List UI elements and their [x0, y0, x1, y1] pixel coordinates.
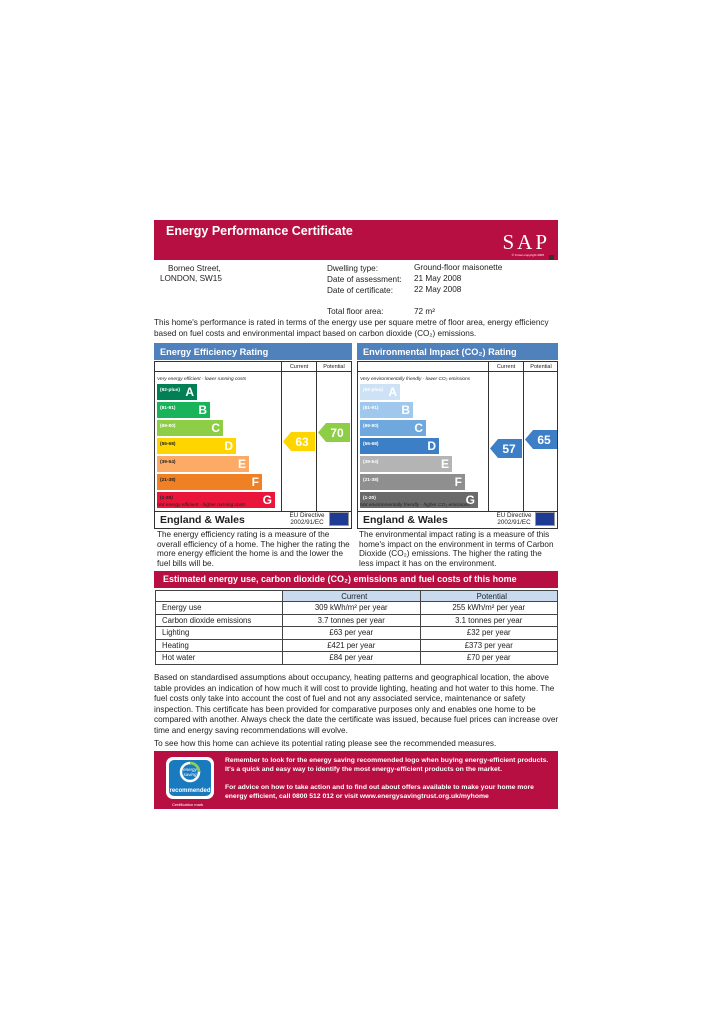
energy-band-range: (92-plus) — [160, 388, 180, 393]
env-current-arrow — [490, 439, 522, 458]
energy-top-note: Very energy efficient - lower running costs — [157, 377, 247, 382]
address-line-2: LONDON, SW15 — [160, 274, 222, 283]
energy-band-letter: G — [262, 493, 272, 507]
energy-band-letter: E — [237, 457, 246, 471]
env-band-range: (69-80) — [363, 424, 379, 429]
env-band-range: (81-91) — [363, 406, 379, 411]
env-band-letter: E — [440, 457, 449, 471]
env-band-e — [360, 456, 452, 472]
row-current: 3.7 tonnes per year — [283, 614, 421, 627]
energy-current-arrow — [283, 432, 315, 451]
env-band-letter: D — [427, 439, 436, 453]
costs-table — [155, 590, 558, 665]
row-potential: £32 per year — [420, 627, 558, 640]
certificate-date-value: 22 May 2008 — [414, 285, 462, 294]
energy-band-a — [157, 384, 197, 400]
sap-logo-copyright: © Crown copyright 2005 — [511, 253, 544, 257]
certificate-header — [154, 220, 558, 260]
energy-band-c — [157, 420, 223, 436]
est-paragraph-1: Remember to look for the energy saving recommended logo when buying energy-efficient products. It's a quick and easy way to identify the most energy-efficient products on the market. — [225, 757, 549, 773]
table-row — [156, 627, 558, 640]
assessment-date-label: Date of assessment: — [327, 275, 402, 284]
row-potential: £70 per year — [420, 652, 558, 665]
env-band-range: (1-20) — [363, 496, 376, 501]
energy-band-e — [157, 456, 249, 472]
table-row — [156, 639, 558, 652]
energy-potential-value: 70 — [330, 426, 344, 440]
env-current-header: Current — [496, 364, 516, 370]
eu-flag-icon — [329, 512, 349, 526]
certification-mark-label: Certification mark — [172, 802, 204, 807]
sap-logo: SAP — [502, 230, 550, 254]
sap-badge-icon — [549, 255, 554, 260]
energy-band-letter: B — [198, 403, 207, 417]
energy-potential-arrow — [318, 423, 350, 442]
costs-title: Estimated energy use, carbon dioxide (CO₂) emissions and fuel costs of this home — [154, 571, 558, 588]
env-panel-title: Environmental Impact (CO₂) Rating — [357, 343, 558, 360]
assumptions-text: Based on standardised assumptions about occupancy, heating patterns and geographical location, the above table provides an indication of how much it will cost to provide lighting, heating and hot water to this home. The fuel costs only take into account the cost of fuel and not any associated service, maintenance or safety inspection. This certificate has been provided for comparative purposes only and enables one home to be compared with another. Always check the date the certificate was issued, because fuel prices can increase over time and energy saving recommendations will evolve. — [154, 673, 559, 735]
energy-band-f — [157, 474, 262, 490]
energy-bottom-note: Not energy efficient - higher running costs — [157, 503, 246, 508]
est-paragraph-2: For advice on how to take action and to find out about offers available to make your home more energy efficient, call 0800 512 012 or visit www.energysavingtrust.org.uk/myhome — [225, 784, 534, 800]
energy-band-range: (21-38) — [160, 478, 176, 483]
table-row — [156, 614, 558, 627]
energy-band-d — [157, 438, 236, 454]
row-current: 309 kWh/m² per year — [283, 602, 421, 615]
env-potential-header: Potential — [530, 364, 552, 370]
env-band-d — [360, 438, 439, 454]
floor-area-value: 72 m² — [414, 307, 435, 316]
energy-rating-description: The energy efficiency rating is a measure of the overall efficiency of a home. The higher the rating the more energy efficient the home is and the lower the fuel bills will be. — [157, 530, 350, 568]
table-row — [156, 652, 558, 665]
energy-saving-recommended-logo — [164, 755, 216, 801]
row-current: £63 per year — [283, 627, 421, 640]
logo-word-recommended: recommended — [169, 788, 211, 794]
costs-current-header: Current — [283, 591, 421, 602]
row-label: Carbon dioxide emissions — [156, 614, 283, 627]
row-label: Lighting — [156, 627, 283, 640]
row-label: Energy use — [156, 602, 283, 615]
energy-eu-directive: EU Directive 2002/91/EC — [289, 512, 325, 526]
certificate-title: Energy Performance Certificate — [166, 224, 353, 238]
row-potential: 255 kWh/m² per year — [420, 602, 558, 615]
row-potential: £373 per year — [420, 639, 558, 652]
env-band-letter: A — [388, 385, 397, 399]
energy-band-range: (55-68) — [160, 442, 176, 447]
energy-potential-header: Potential — [323, 364, 345, 370]
env-bottom-note: Not environmentally friendly - higher CO₂ emissions — [360, 503, 470, 508]
energy-band-letter: F — [251, 475, 259, 489]
env-band-range: (39-54) — [363, 460, 379, 465]
assessment-date-value: 21 May 2008 — [414, 274, 462, 283]
row-potential: 3.1 tonnes per year — [420, 614, 558, 627]
logo-word-saving: saving — [183, 772, 197, 777]
env-band-range: (55-68) — [363, 442, 379, 447]
env-band-range: (92-plus) — [363, 388, 383, 393]
costs-potential-header: Potential — [420, 591, 558, 602]
floor-area-label: Total floor area: — [327, 307, 384, 316]
energy-band-range: (39-54) — [160, 460, 176, 465]
intro-text: This home's performance is rated in terms of the energy use per square metre of floor area, energy efficiency based on fuel costs and environmental impact based on carbon dioxide (CO₂) emissions. — [154, 318, 549, 338]
energy-current-value: 63 — [295, 435, 309, 449]
energy-band-range: (69-80) — [160, 424, 176, 429]
energy-saving-box — [154, 751, 558, 809]
energy-band-letter: A — [185, 385, 194, 399]
env-band-range: (21-38) — [363, 478, 379, 483]
row-current: £421 per year — [283, 639, 421, 652]
certificate-date-label: Date of certificate: — [327, 286, 393, 295]
env-rating-panel — [357, 361, 558, 529]
env-potential-arrow — [525, 430, 557, 449]
env-band-b — [360, 402, 413, 418]
energy-band-range: (81-91) — [160, 406, 176, 411]
energy-band-letter: D — [224, 439, 233, 453]
energy-rating-panel — [154, 361, 352, 529]
dwelling-type-value: Ground-floor maisonette — [414, 263, 503, 272]
env-rating-description: The environmental impact rating is a measure of this home's impact on the environment in terms of Carbon Dioxide (CO₂) emissions. The higher the rating the less impact it has on the environment. — [359, 530, 554, 568]
env-band-a — [360, 384, 400, 400]
energy-band-b — [157, 402, 210, 418]
energy-panel-title: Energy Efficiency Rating — [154, 343, 352, 360]
env-country-label: England & Wales — [363, 514, 448, 526]
logo-word-energy: energy — [183, 767, 197, 772]
row-label: Heating — [156, 639, 283, 652]
row-current: £84 per year — [283, 652, 421, 665]
energy-band-range: (1-20) — [160, 496, 173, 501]
env-eu-directive: EU Directive 2002/91/EC — [496, 512, 532, 526]
eu-flag-icon — [535, 512, 555, 526]
row-label: Hot water — [156, 652, 283, 665]
energy-current-header: Current — [289, 364, 309, 370]
env-current-value: 57 — [502, 442, 516, 456]
env-band-f — [360, 474, 465, 490]
address-line-1: Borneo Street, — [168, 264, 221, 273]
env-band-letter: B — [401, 403, 410, 417]
energy-band-letter: C — [211, 421, 220, 435]
env-band-letter: C — [414, 421, 423, 435]
env-band-letter: G — [465, 493, 475, 507]
dwelling-type-label: Dwelling type: — [327, 264, 378, 273]
costs-header-row — [156, 591, 558, 602]
table-row — [156, 602, 558, 615]
energy-country-label: England & Wales — [160, 514, 245, 526]
env-top-note: Very environmentally friendly - lower CO₂ emissions — [360, 377, 471, 382]
env-potential-value: 65 — [537, 433, 551, 447]
recommended-measures-text: To see how this home can achieve its potential rating please see the recommended measures. — [154, 739, 497, 748]
env-band-letter: F — [454, 475, 462, 489]
env-band-c — [360, 420, 426, 436]
